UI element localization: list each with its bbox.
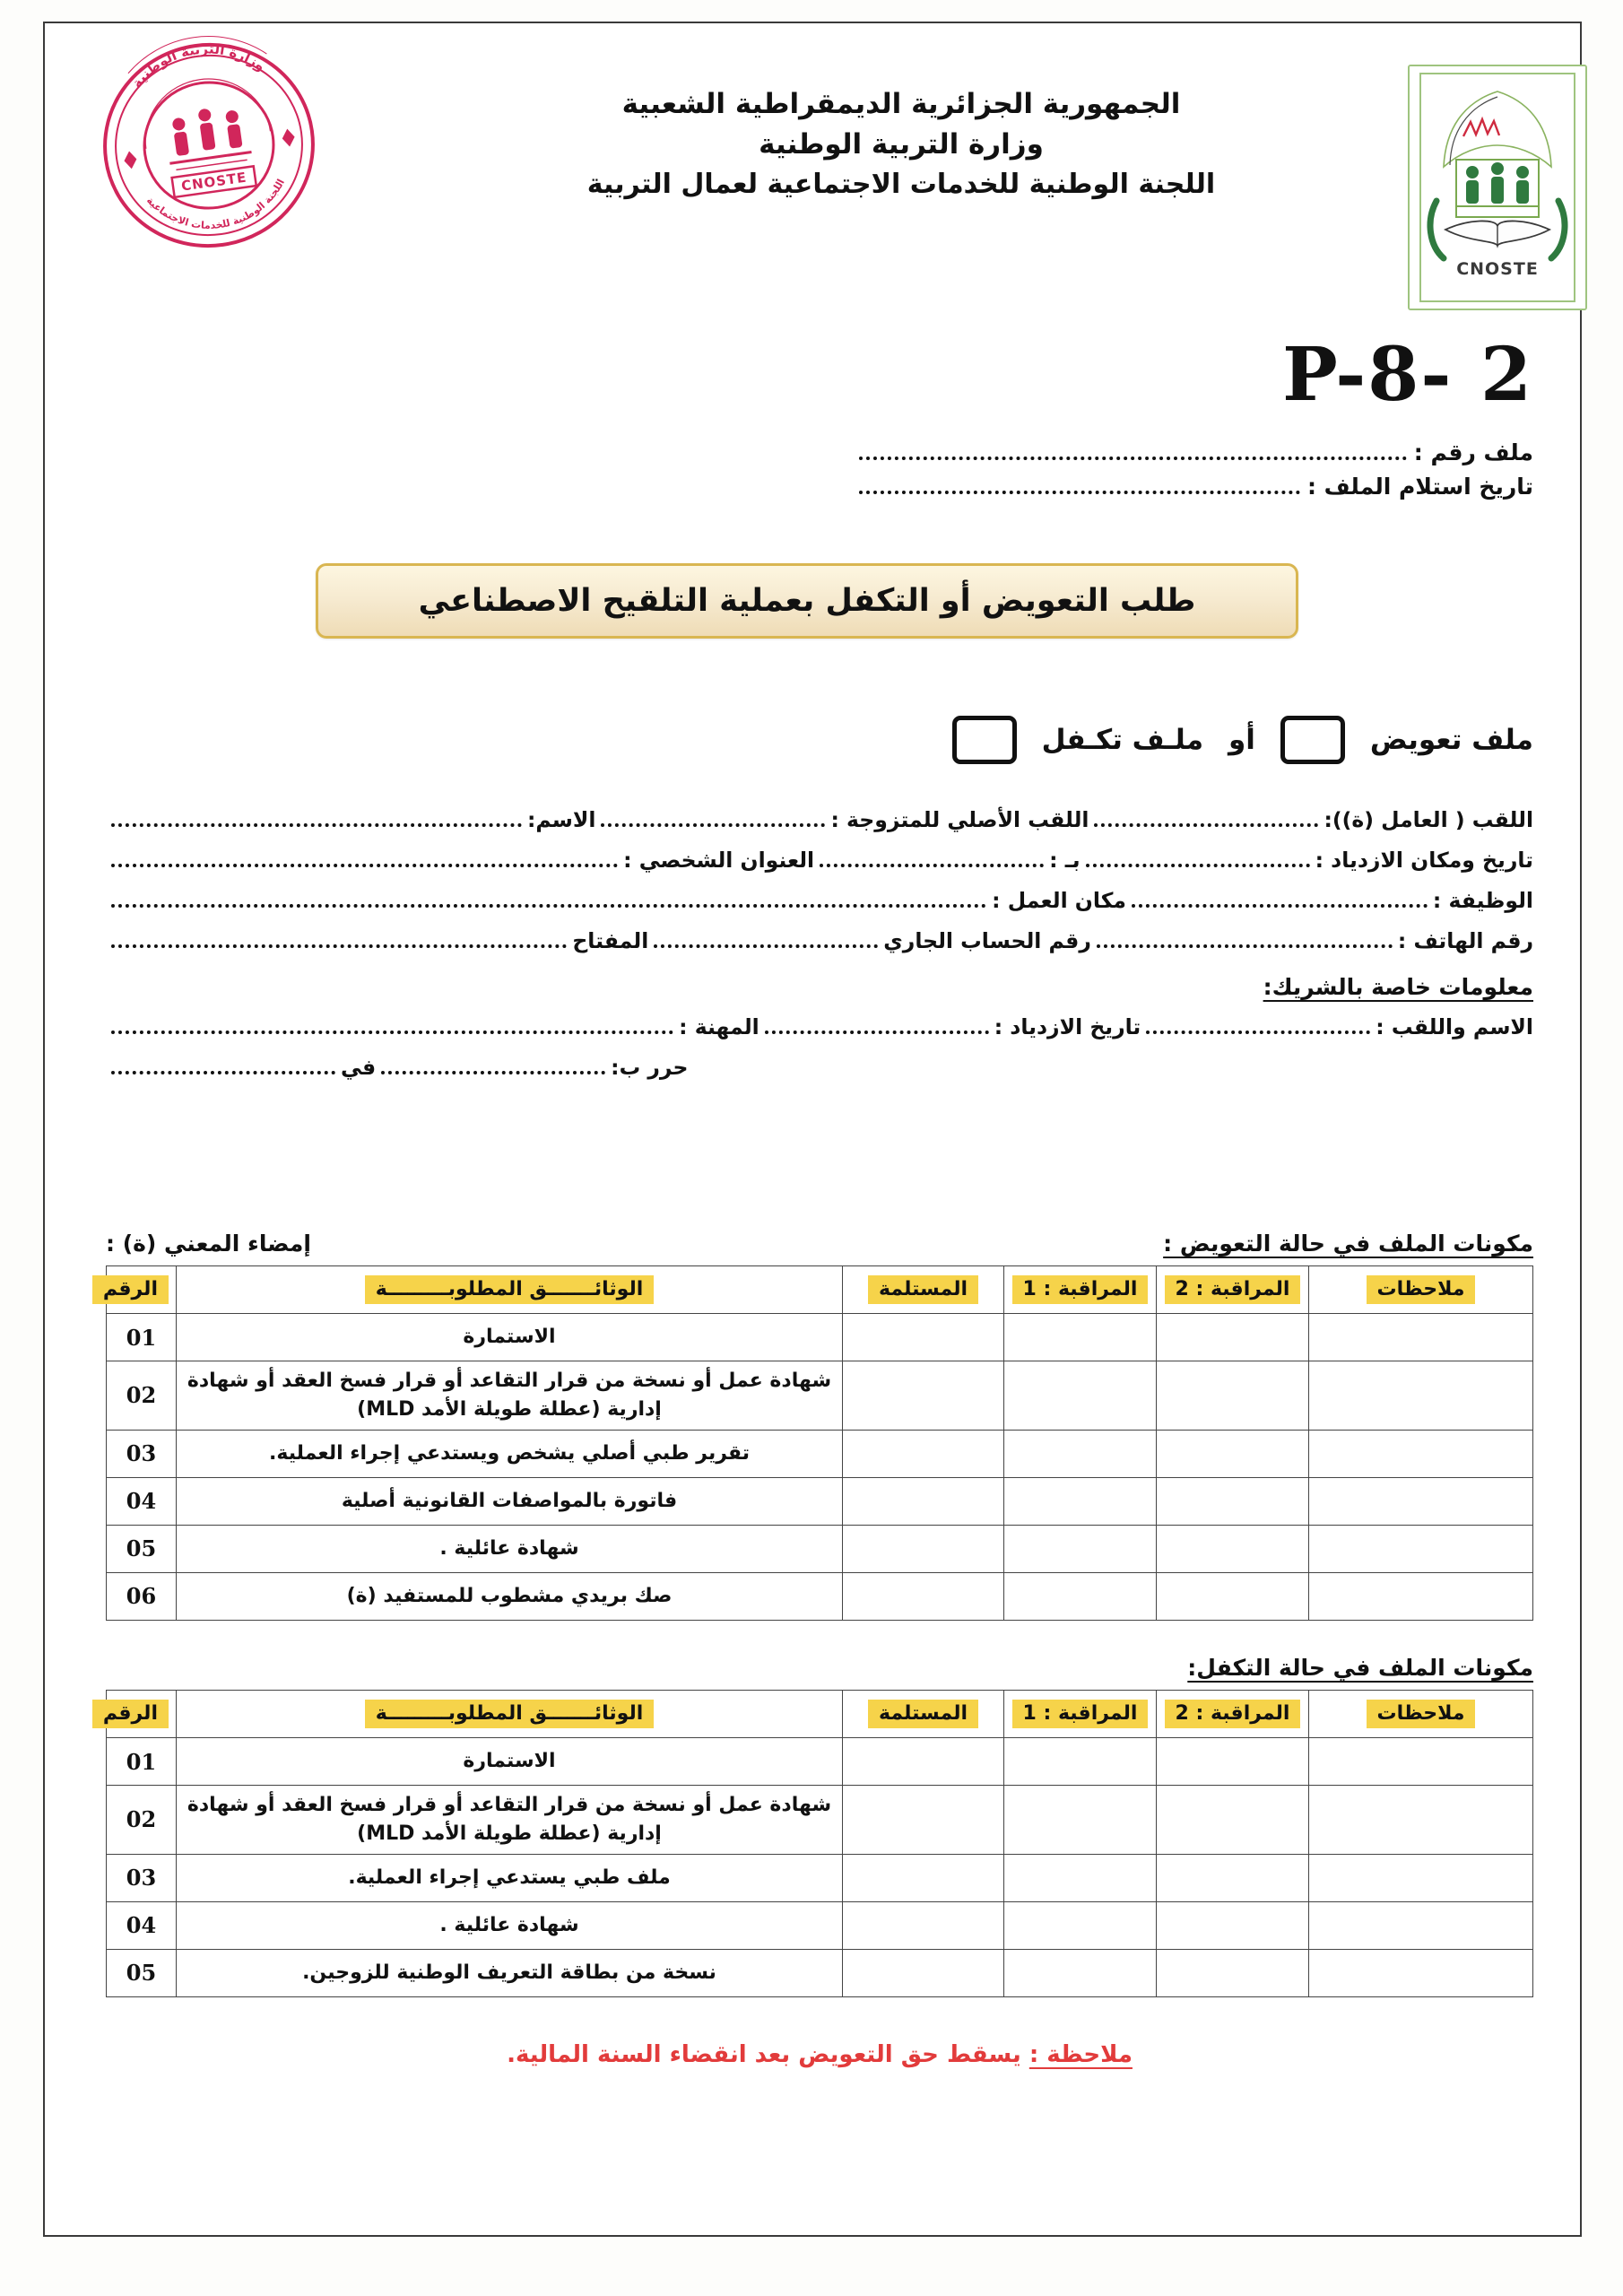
label-first-name: الاسم: bbox=[526, 807, 596, 832]
refund-table-caption: مكونات الملف في حالة التعويض : bbox=[1163, 1231, 1533, 1257]
svg-text:اللجنة الوطنية للخدمات الاجتما: اللجنة الوطنية للخدمات الاجتماعية bbox=[143, 177, 288, 231]
row-birth-address bbox=[106, 848, 1533, 874]
col-received: المستلمة bbox=[843, 1266, 1004, 1314]
checkbox-refund[interactable] bbox=[1280, 716, 1345, 764]
cell-received[interactable] bbox=[843, 1430, 1004, 1477]
cell-doc: نسخة من بطاقة التعريف الوطنية للزوجين. bbox=[177, 1949, 843, 1996]
cell-received[interactable] bbox=[843, 1786, 1004, 1855]
cell-control-1[interactable] bbox=[1004, 1854, 1157, 1901]
table-row bbox=[107, 1361, 1533, 1431]
cell-num: 01 bbox=[107, 1314, 177, 1361]
label-partner-name: الاسم واللقب : bbox=[1376, 1014, 1533, 1039]
table-header-row bbox=[107, 1691, 1533, 1738]
option-coverage-label: ملـف تكـفل bbox=[1041, 724, 1204, 756]
file-receipt-date-label: تاريخ استلام الملف : bbox=[1306, 474, 1533, 500]
label-account-number: رقم الحساب الجاري bbox=[883, 928, 1091, 953]
cell-notes[interactable] bbox=[1309, 1572, 1533, 1620]
col-number: الرقم bbox=[107, 1691, 177, 1738]
table-row bbox=[107, 1314, 1533, 1361]
cell-doc: شهادة عمل أو نسخة من قرار التقاعد أو قرار فسخ العقد أو شهادة إدارية (عطلة طويلة الأمد MLD) bbox=[177, 1786, 843, 1855]
input-birth-place[interactable] bbox=[820, 863, 1044, 867]
cell-received[interactable] bbox=[843, 1361, 1004, 1431]
official-stamp bbox=[79, 36, 339, 260]
refund-documents-table bbox=[102, 1265, 1533, 1621]
col-required-docs: الوثائـــــــق المطلوبـــــــــة bbox=[177, 1266, 843, 1314]
row-written-place-date bbox=[106, 1055, 1533, 1081]
col-control-2: المراقبة : 2 bbox=[1157, 1691, 1309, 1738]
cell-control-1[interactable] bbox=[1004, 1572, 1157, 1620]
cell-control-2[interactable] bbox=[1157, 1786, 1309, 1855]
cell-notes[interactable] bbox=[1309, 1361, 1533, 1431]
label-written-on: في bbox=[341, 1055, 377, 1080]
col-control-2: المراقبة : 2 bbox=[1157, 1266, 1309, 1314]
footer-note-text: يسقط حق التعويض بعد انقضاء السنة المالية. bbox=[507, 2041, 1021, 2068]
cell-num: 02 bbox=[107, 1786, 177, 1855]
input-surname-worker[interactable] bbox=[1094, 822, 1318, 827]
header-line-ministry: وزارة التربية الوطنية bbox=[759, 127, 1044, 161]
input-written-at[interactable] bbox=[381, 1070, 605, 1074]
row-job bbox=[106, 888, 1533, 914]
col-number: الرقم bbox=[107, 1266, 177, 1314]
cell-control-2[interactable] bbox=[1157, 1314, 1309, 1361]
cell-received[interactable] bbox=[843, 1572, 1004, 1620]
cell-doc: شهادة عمل أو نسخة من قرار التقاعد أو قرار فسخ العقد أو شهادة إدارية (عطلة طويلة الأمد MLD) bbox=[177, 1361, 843, 1431]
table-row bbox=[107, 1430, 1533, 1477]
section-refund-documents bbox=[102, 1231, 1533, 1626]
label-written-at: حرر ب: bbox=[611, 1055, 689, 1080]
applicant-fields bbox=[106, 807, 1533, 1095]
header-line-commission: اللجنة الوطنية للخدمات الاجتماعية لعمال التربية bbox=[586, 168, 1216, 200]
partner-section-title: معلومات خاصة بالشريك: bbox=[1263, 974, 1533, 1000]
cell-notes[interactable] bbox=[1309, 1738, 1533, 1786]
cell-received[interactable] bbox=[843, 1901, 1004, 1949]
cell-received[interactable] bbox=[843, 1477, 1004, 1525]
row-identity bbox=[106, 807, 1533, 833]
cell-notes[interactable] bbox=[1309, 1430, 1533, 1477]
input-account-key[interactable] bbox=[111, 944, 567, 948]
cell-doc: الاستمارة bbox=[177, 1314, 843, 1361]
label-birth-at: بـ : bbox=[1049, 848, 1081, 873]
option-refund-label: ملف تعويض bbox=[1369, 724, 1533, 756]
cell-notes[interactable] bbox=[1309, 1786, 1533, 1855]
table-row bbox=[107, 1525, 1533, 1572]
label-workplace: مكان العمل : bbox=[992, 888, 1126, 913]
cell-control-2[interactable] bbox=[1157, 1854, 1309, 1901]
cell-control-2[interactable] bbox=[1157, 1477, 1309, 1525]
label-partner-profession: المهنة : bbox=[679, 1014, 759, 1039]
cell-notes[interactable] bbox=[1309, 1525, 1533, 1572]
cell-doc: صك بريدي مشطوب للمستفيد (ة) bbox=[177, 1572, 843, 1620]
cell-num: 06 bbox=[107, 1572, 177, 1620]
table-row bbox=[107, 1901, 1533, 1949]
cell-doc: الاستمارة bbox=[177, 1738, 843, 1786]
label-birth-date-place: تاريخ ومكان الازدياد : bbox=[1315, 848, 1533, 873]
input-partner-birth-date[interactable] bbox=[765, 1030, 989, 1034]
cell-num: 03 bbox=[107, 1430, 177, 1477]
header-titles bbox=[466, 84, 1336, 204]
cell-control-2[interactable] bbox=[1157, 1361, 1309, 1431]
document-header bbox=[0, 30, 1623, 300]
input-partner-profession[interactable] bbox=[111, 1030, 673, 1034]
row-partner bbox=[106, 1014, 1533, 1040]
file-number-row bbox=[852, 439, 1533, 466]
header-line-republic: الجمهورية الجزائرية الديمقراطية الشعبية bbox=[621, 88, 1181, 120]
label-maiden-name: اللقب الأصلي للمتزوجة : bbox=[830, 807, 1089, 832]
cell-control-2[interactable] bbox=[1157, 1525, 1309, 1572]
cell-num: 04 bbox=[107, 1477, 177, 1525]
file-type-selector bbox=[726, 709, 1533, 771]
label-account-key: المفتاح bbox=[572, 928, 649, 953]
col-notes: ملاحظات bbox=[1309, 1691, 1533, 1738]
file-number-label: ملف رقم : bbox=[1413, 439, 1533, 465]
col-received: المستلمة bbox=[843, 1691, 1004, 1738]
input-account-number[interactable] bbox=[654, 944, 878, 948]
cnoste-logo bbox=[1408, 65, 1587, 310]
row-contact bbox=[106, 928, 1533, 954]
cell-notes[interactable] bbox=[1309, 1901, 1533, 1949]
cell-notes[interactable] bbox=[1309, 1477, 1533, 1525]
cell-received[interactable] bbox=[843, 1314, 1004, 1361]
cell-doc: ملف طبي يستدعي إجراء العملية. bbox=[177, 1854, 843, 1901]
svg-text:CNOSTE: CNOSTE bbox=[180, 169, 248, 195]
cell-control-1[interactable] bbox=[1004, 1901, 1157, 1949]
file-meta bbox=[852, 439, 1533, 508]
cell-control-1[interactable] bbox=[1004, 1430, 1157, 1477]
cell-received[interactable] bbox=[843, 1854, 1004, 1901]
cell-num: 04 bbox=[107, 1901, 177, 1949]
label-phone: رقم الهاتف : bbox=[1397, 928, 1533, 953]
cell-received[interactable] bbox=[843, 1738, 1004, 1786]
cell-notes[interactable] bbox=[1309, 1854, 1533, 1901]
file-number-input[interactable] bbox=[859, 456, 1407, 460]
cell-control-2[interactable] bbox=[1157, 1572, 1309, 1620]
input-written-on[interactable] bbox=[111, 1070, 335, 1074]
cell-received[interactable] bbox=[843, 1949, 1004, 1996]
cell-control-2[interactable] bbox=[1157, 1949, 1309, 1996]
col-required-docs: الوثائـــــــق المطلوبـــــــــة bbox=[177, 1691, 843, 1738]
cell-control-2[interactable] bbox=[1157, 1738, 1309, 1786]
svg-text:CNOSTE: CNOSTE bbox=[1456, 259, 1539, 279]
signature-label: إمضاء المعني (ة) : bbox=[106, 1231, 311, 1257]
label-partner-birth-date: تاريخ الازدياد : bbox=[994, 1014, 1141, 1039]
cell-doc: شهادة عائلية . bbox=[177, 1901, 843, 1949]
cell-doc: شهادة عائلية . bbox=[177, 1525, 843, 1572]
form-title: طلب التعويض أو التكفل بعملية التلقيح الاصطناعي bbox=[418, 583, 1196, 619]
col-control-1: المراقبة : 1 bbox=[1004, 1266, 1157, 1314]
cell-num: 01 bbox=[107, 1738, 177, 1786]
input-personal-address[interactable] bbox=[111, 863, 618, 867]
coverage-documents-table bbox=[102, 1690, 1533, 1997]
col-control-1: المراقبة : 1 bbox=[1004, 1691, 1157, 1738]
table-row bbox=[107, 1572, 1533, 1620]
cell-control-1[interactable] bbox=[1004, 1738, 1157, 1786]
footer-note bbox=[106, 2041, 1533, 2068]
table-row bbox=[107, 1477, 1533, 1525]
cell-control-1[interactable] bbox=[1004, 1477, 1157, 1525]
input-job[interactable] bbox=[1132, 903, 1428, 908]
cell-notes[interactable] bbox=[1309, 1949, 1533, 1996]
col-notes: ملاحظات bbox=[1309, 1266, 1533, 1314]
cell-control-1[interactable] bbox=[1004, 1525, 1157, 1572]
file-receipt-date-row bbox=[852, 474, 1533, 500]
cell-num: 02 bbox=[107, 1361, 177, 1431]
cell-num: 05 bbox=[107, 1525, 177, 1572]
input-birth-date[interactable] bbox=[1086, 863, 1310, 867]
cell-doc: تقرير طبي أصلي يشخص ويستدعي إجراء العملية. bbox=[177, 1430, 843, 1477]
input-first-name[interactable] bbox=[111, 822, 522, 827]
table-row bbox=[107, 1854, 1533, 1901]
cell-control-1[interactable] bbox=[1004, 1786, 1157, 1855]
input-workplace[interactable] bbox=[111, 903, 986, 908]
file-receipt-date-input[interactable] bbox=[859, 490, 1300, 494]
table-row bbox=[107, 1786, 1533, 1855]
file-type-conjunction: أو bbox=[1228, 724, 1255, 756]
cell-received[interactable] bbox=[843, 1525, 1004, 1572]
cell-control-1[interactable] bbox=[1004, 1949, 1157, 1996]
cell-doc: فاتورة بالمواصفات القانونية أصلية bbox=[177, 1477, 843, 1525]
table-row bbox=[107, 1738, 1533, 1786]
cell-num: 05 bbox=[107, 1949, 177, 1996]
input-maiden-name[interactable] bbox=[601, 822, 825, 827]
form-code: P-8- 2 bbox=[1282, 332, 1533, 418]
cell-control-2[interactable] bbox=[1157, 1430, 1309, 1477]
cell-control-1[interactable] bbox=[1004, 1314, 1157, 1361]
written-group bbox=[106, 1055, 688, 1081]
table-row bbox=[107, 1949, 1533, 1996]
form-title-banner bbox=[316, 563, 1298, 639]
section-footer-note bbox=[106, 2029, 1533, 2068]
cell-control-1[interactable] bbox=[1004, 1361, 1157, 1431]
coverage-table-caption: مكونات الملف في حالة التكفل: bbox=[1187, 1655, 1533, 1681]
refund-caption-row bbox=[106, 1231, 1533, 1257]
input-partner-name[interactable] bbox=[1146, 1030, 1370, 1034]
table-header-row bbox=[107, 1266, 1533, 1314]
cell-num: 03 bbox=[107, 1854, 177, 1901]
label-surname-worker: اللقب ( العامل (ة)): bbox=[1324, 807, 1533, 832]
section-coverage-documents bbox=[102, 1655, 1533, 2003]
label-personal-address: العنوان الشخصي : bbox=[623, 848, 815, 873]
cell-notes[interactable] bbox=[1309, 1314, 1533, 1361]
cell-control-2[interactable] bbox=[1157, 1901, 1309, 1949]
input-phone[interactable] bbox=[1097, 944, 1393, 948]
svg-text:وزارة التربية الوطنية: وزارة التربية الوطنية bbox=[128, 40, 269, 91]
label-job: الوظيفة : bbox=[1432, 888, 1533, 913]
footer-note-label: ملاحظة : bbox=[1028, 2041, 1133, 2068]
checkbox-coverage[interactable] bbox=[952, 716, 1017, 764]
